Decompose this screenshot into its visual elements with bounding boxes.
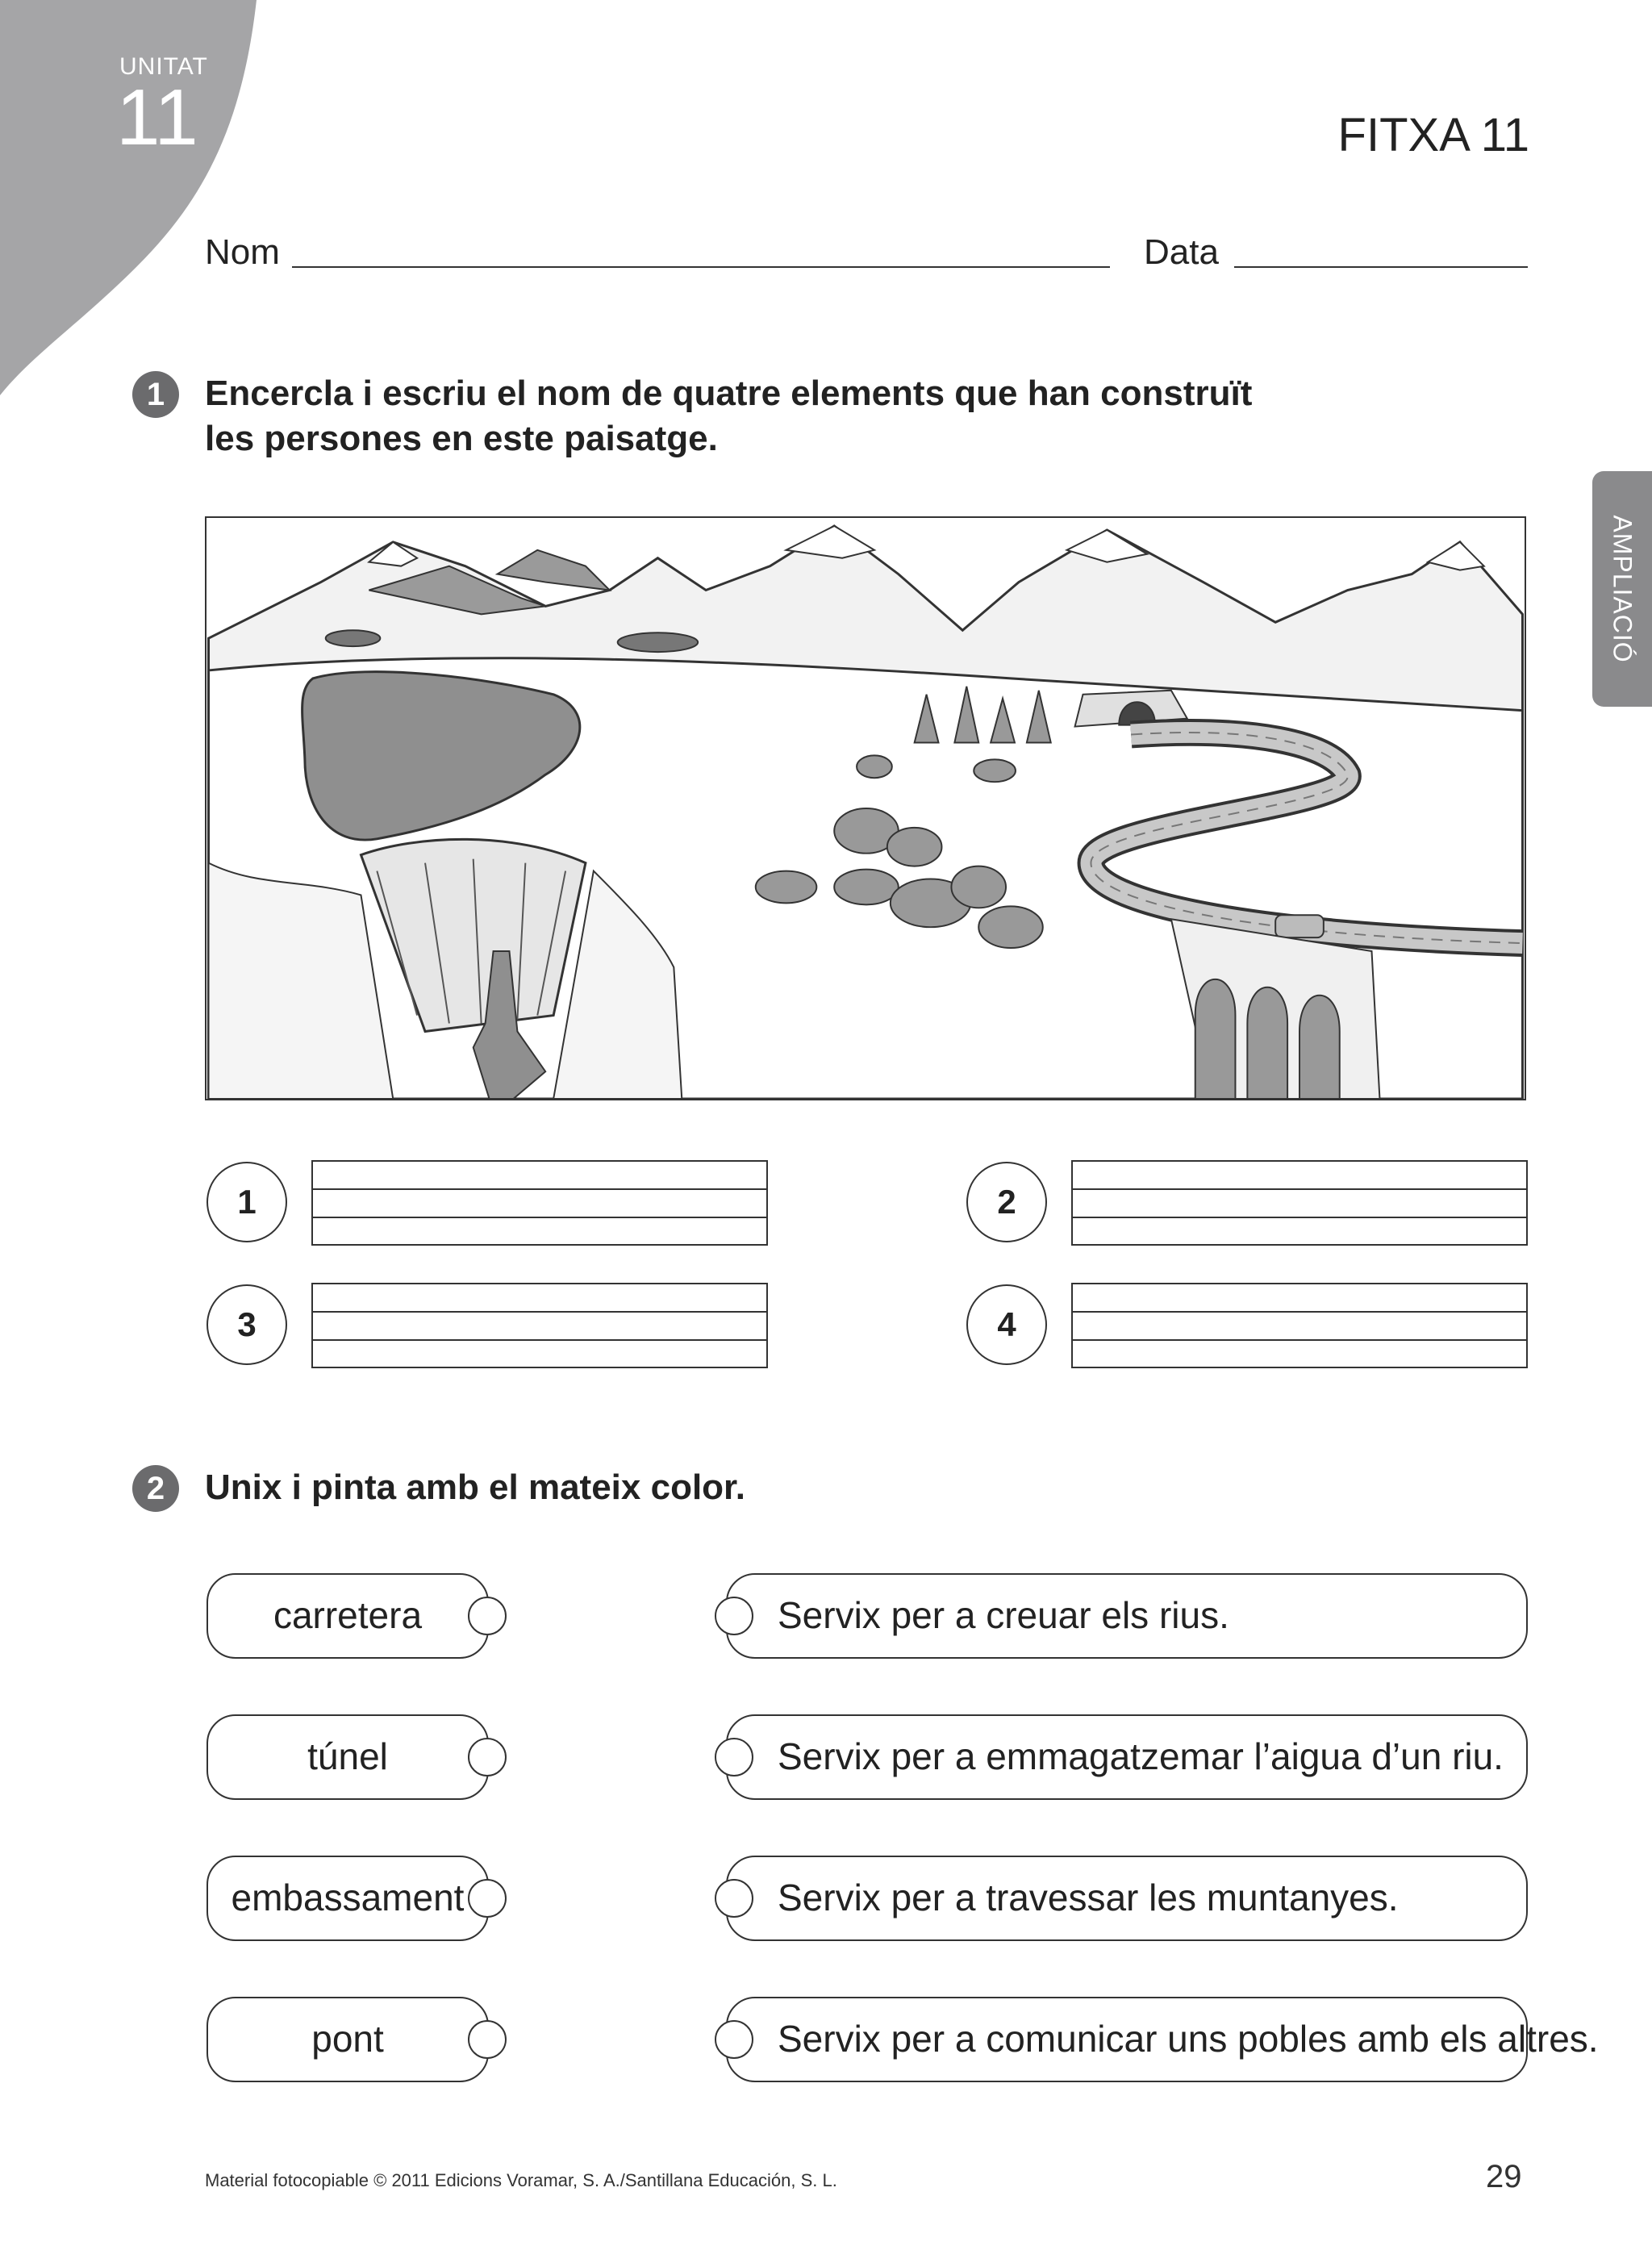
answer-number-2: 2 bbox=[966, 1162, 1047, 1242]
date-field[interactable] bbox=[1234, 266, 1528, 268]
sheet-title: FITXA 11 bbox=[1337, 109, 1529, 161]
answer-lines-4[interactable] bbox=[1071, 1283, 1528, 1368]
answer-number-3: 3 bbox=[206, 1284, 287, 1365]
exercise-2-number: 2 bbox=[132, 1465, 179, 1512]
word-box-carretera: carretera bbox=[206, 1573, 489, 1659]
exercise-2-title: Unix i pinta amb el mateix color. bbox=[205, 1468, 745, 1507]
word-box-tunel: túnel bbox=[206, 1714, 489, 1800]
name-field[interactable] bbox=[292, 266, 1110, 268]
unit-number: 11 bbox=[116, 73, 198, 161]
answer-number-4: 4 bbox=[966, 1284, 1047, 1365]
page-number: 29 bbox=[1486, 2159, 1522, 2194]
definition-dot-2[interactable] bbox=[715, 1738, 753, 1776]
definition-dot-3[interactable] bbox=[715, 1879, 753, 1918]
definition-box-2: Servix per a emmagatzemar l’aigua d’un riu. bbox=[726, 1714, 1528, 1800]
word-dot-4[interactable] bbox=[468, 2020, 507, 2059]
exercise-1-title bbox=[205, 371, 1252, 461]
definition-dot-1[interactable] bbox=[715, 1597, 753, 1635]
answer-number-1: 1 bbox=[206, 1162, 287, 1242]
exercise-1-title-line-2: les persones en este paisatge. bbox=[205, 419, 718, 458]
landscape-illustration[interactable] bbox=[205, 516, 1526, 1100]
exercise-1-number: 1 bbox=[132, 371, 179, 418]
unit-label: UNITAT bbox=[119, 53, 208, 80]
date-label: Data bbox=[1144, 232, 1219, 272]
word-dot-1[interactable] bbox=[468, 1597, 507, 1635]
word-box-pont: pont bbox=[206, 1997, 489, 2082]
name-label: Nom bbox=[205, 232, 280, 272]
word-box-embassament: embassament bbox=[206, 1856, 489, 1941]
side-tab bbox=[1592, 471, 1652, 707]
side-tab-label: AMPLIACIÓ bbox=[1608, 515, 1637, 663]
definition-box-1: Servix per a creuar els rius. bbox=[726, 1573, 1528, 1659]
answer-lines-3[interactable] bbox=[311, 1283, 768, 1368]
answer-lines-2[interactable] bbox=[1071, 1160, 1528, 1246]
copyright-notice: Material fotocopiable © 2011 Edicions Voramar, S. A./Santillana Educación, S. L. bbox=[205, 2170, 837, 2190]
word-dot-2[interactable] bbox=[468, 1738, 507, 1776]
answer-lines-1[interactable] bbox=[311, 1160, 768, 1246]
definition-box-3: Servix per a travessar les muntanyes. bbox=[726, 1856, 1528, 1941]
definition-dot-4[interactable] bbox=[715, 2020, 753, 2059]
exercise-1-title-line-1: Encercla i escriu el nom de quatre elements que han construït bbox=[205, 374, 1253, 413]
word-dot-3[interactable] bbox=[468, 1879, 507, 1918]
definition-box-4: Servix per a comunicar uns pobles amb els altres. bbox=[726, 1997, 1528, 2082]
